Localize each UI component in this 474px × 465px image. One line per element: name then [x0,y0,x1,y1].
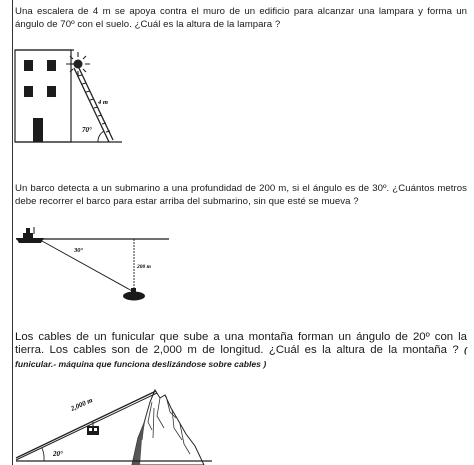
problem-2-text: Un barco detecta a un submarino a una profundidad de 200 m, si el ángulo es de 30º. ¿Cuántos metros debe recorrer el barco para estar arriba del submarino, sin que esté se mueva ? [15,183,467,207]
angle-label-20: 20° [53,450,63,458]
funicular-mountain-figure [14,378,214,465]
angle-arc [42,448,44,461]
door [33,118,43,142]
ship-icon [16,227,44,243]
angle-label-70: 70° [82,126,92,134]
left-margin-line [12,0,13,465]
ship-submarine-figure [14,224,170,308]
funicular-note: ( funicular.- máquina que funciona deslizándose sobre cables ) [15,345,468,369]
problem-3-question: Los cables de un funicular que sube a una montaña forman un ángulo de 20º con la tierra. Los cables son de 2,000 m de longitud. ¿Cuál es la altura de la montaña ? [15,331,467,357]
ladder-building-figure [14,46,144,146]
cable-length-label: 2,000 m [69,396,94,413]
ladder-length-label: 4 m [98,99,108,106]
sight-line [42,241,134,292]
cable-car-icon [87,422,99,435]
window [24,86,33,97]
problem-3-text [15,331,467,371]
window [47,60,56,71]
mountain [132,390,204,465]
submarine-icon [123,288,145,301]
angle-label-30: 30° [74,247,84,254]
problem-1-text: Una escalera de 4 m se apoya contra el muro de un edificio para alcanzar una lampara y forma un ángulo de 70º con el suelo. ¿Cuál es la altura de la lampara ? [15,6,467,30]
angle-arc [98,131,104,142]
window [24,60,33,71]
depth-label: 200 m [137,264,151,270]
window [47,86,56,97]
